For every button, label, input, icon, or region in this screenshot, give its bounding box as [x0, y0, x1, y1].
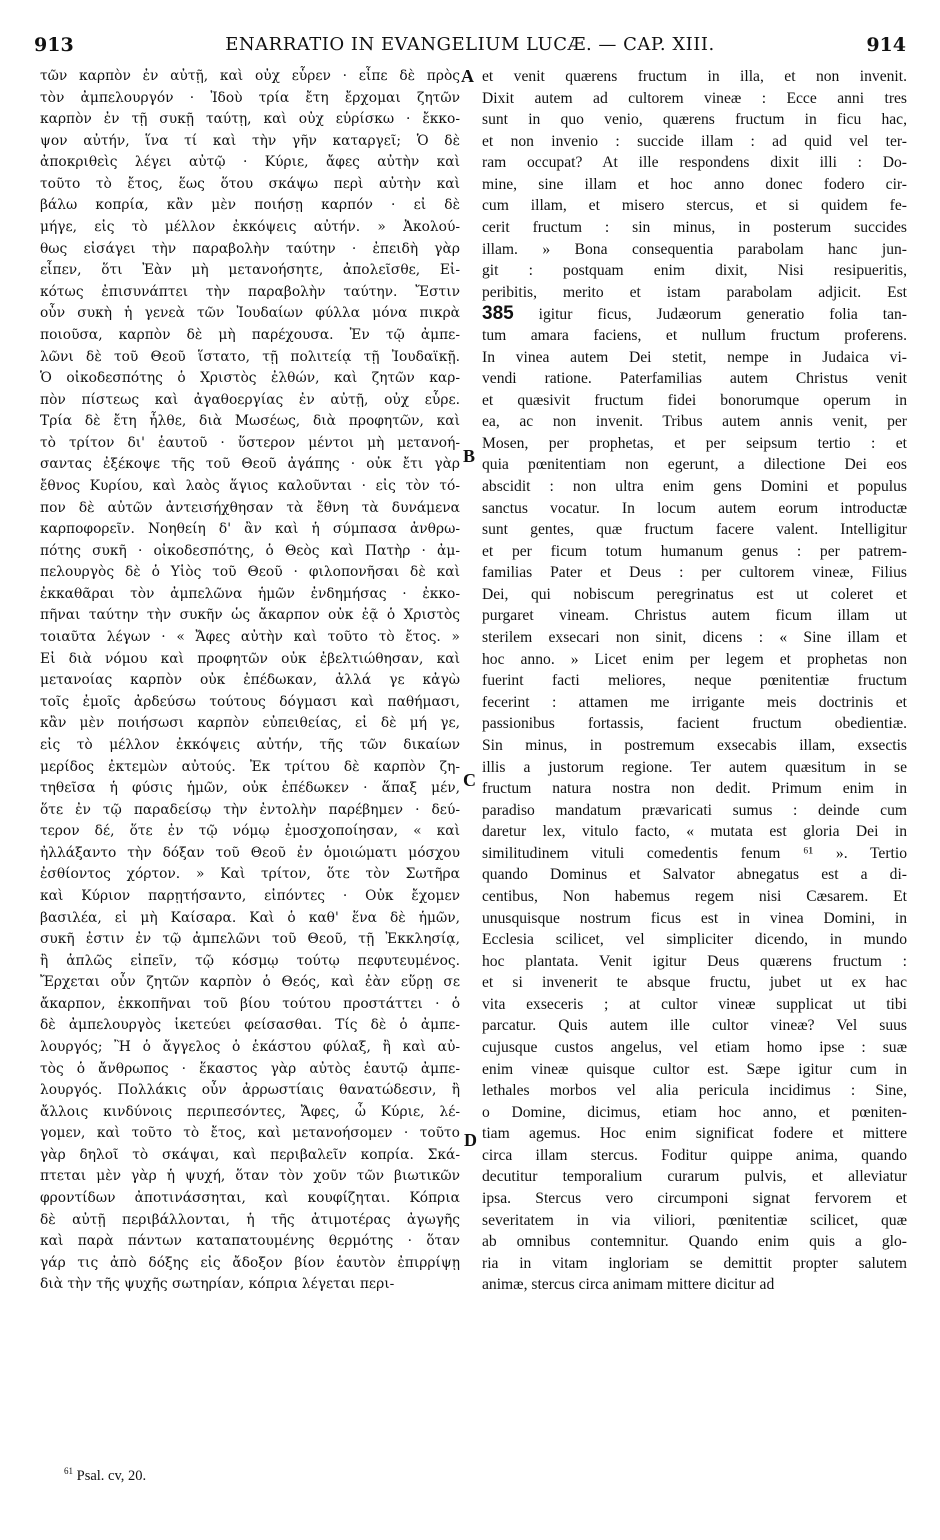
- greek-text-line: μετανοίας καρπὸν οὐκ ἐπέδωκαν, ἀλλά γε κἀγὼ: [40, 672, 460, 689]
- column-number: 385: [482, 303, 514, 325]
- latin-text-line: et non invenio : succide illam : ad quid vel ter-: [482, 132, 907, 150]
- greek-text-line: εἶπεν, ὅτι Ἐὰν μὴ μετανοήσητε, ἀπολεῖσθε, Εἰ-: [40, 262, 460, 279]
- latin-text-line: git : postquam enim dixit, Nisi resipueritis,: [482, 262, 907, 280]
- latin-text-line: peribitis, merito et istam parabolam adjicit. Est: [482, 283, 907, 301]
- latin-text-line: severitatem in via viliori, pœnitentiæ scilicet, quæ: [482, 1211, 907, 1229]
- latin-text-line: tum amara faciens, et nullum fructum proferens.: [482, 326, 907, 344]
- greek-text-line: Ἔρχεται οὖν ζητῶν καρπὸν ὁ Θεός, καὶ ἐὰν εὕρῃ σε: [40, 974, 460, 991]
- greek-text-line: ἄλλοις κινδύνοις περιπεσόντες, Ἄφες, ὦ Κύριε, λέ-: [40, 1103, 460, 1120]
- latin-text-line: illis a justorum regione. Ter autem quæsitum in se: [482, 758, 907, 776]
- latin-text-line: ab omnibus contemnitur. Quando enim quis a glo-: [482, 1233, 907, 1251]
- greek-text-line: πότης συκῆ · οἰκοδεσπότης, ὁ Θεὸς καὶ Πατὴρ · ἀμ-: [40, 542, 460, 559]
- latin-text-line: Mosen, per prophetas, et per seipsum tertio : et: [482, 434, 907, 452]
- latin-text-line: sunt in quo venio, quærens fructum in ficu hac,: [482, 111, 907, 129]
- greek-text-line: καὶ Κύριον παρῃτήσαντο, εἰπόντες · Οὐκ ἔχομεν: [40, 887, 460, 904]
- latin-text-line: vendi ratione. Paterfamilias autem Christus venit: [482, 370, 907, 388]
- latin-text-line: cujusque custos angelus, vel etiam homo ipse : suæ: [482, 1039, 907, 1057]
- greek-text-line: ποιοῦσα, καρπὸν δὲ μὴ παρέχουσα. Ἐν τῷ ἀμπε-: [40, 326, 460, 343]
- greek-text-line: πελουργὸς δὲ ὁ Υἱὸς τοῦ Θεοῦ · φιλοπονῆσαι δὲ καὶ: [40, 564, 460, 581]
- greek-text-line: τῶν καρπὸν ἐν αὐτῇ, καὶ οὐχ εὗρεν · εἶπε δὲ πρὸς: [40, 68, 460, 84]
- latin-text-line: sanctus vocatur. In locum autem eorum introductæ: [482, 499, 907, 517]
- page-number-left: 913: [34, 34, 74, 56]
- greek-text-line: καὶ παρὰ πάντων καταπατουμένης θερμότης · ὅταν: [40, 1233, 460, 1250]
- greek-text-line: πὸν πίστεως καὶ ἀγαθοεργίας ἐν αὐτῇ, οὐχ εὗρε.: [40, 391, 460, 408]
- latin-text-line: fuerint facti meliores, neque pœnitentiæ fructum: [482, 672, 907, 690]
- greek-text-line: καρποφορεῖν. Νοηθείη δ' ἂν καὶ ἡ σύμπασα ἀνθρω-: [40, 521, 460, 538]
- greek-text-line: γομεν, καὶ τοῦτο τὸ ἔτος, καὶ μετανοήσομεν · τοῦτο: [40, 1125, 460, 1142]
- latin-text-line: ea, ac non invenit. Tribus autem annis venit, per: [482, 413, 907, 431]
- greek-text-line: ἢ ἁπλῶς εἰπεῖν, τῷ κόσμῳ τούτῳ πεφυτευμένος.: [40, 952, 460, 969]
- greek-text-line: φροντίδων ἀποτινάσσηται, καὶ κουφίζηται. Κόπρια: [40, 1190, 460, 1207]
- greek-text-line: μερίδος ἐκτεμὼν αὐτούς. Ἐκ τρίτου δὲ καρπὸν ζη-: [40, 758, 460, 775]
- latin-text-line: fecerint : attamen me irrigante meis doctrinis et: [482, 693, 907, 711]
- running-title: ENARRATIO IN EVANGELIUM LUCÆ. — CAP. XIII.: [225, 34, 715, 55]
- greek-text-line: τὸς ὁ ἄνθρωπος · ἕκαστος γὰρ αὐτὸς ἑαυτῷ ἀμπε-: [40, 1060, 460, 1077]
- latin-text-line: paradiso mandatum prævaricati sumus : deinde cum: [482, 801, 907, 819]
- latin-text-line: sunt gentes, quæ fructum facere valent. Intelligitur: [482, 521, 907, 539]
- greek-text-line: ἄκαρπον, ἐκκοπῆναι τοῦ βίου τούτου προστάττει · ὁ: [40, 995, 460, 1012]
- greek-text-line: διὰ τὴν τῆς ψυχῆς σωτηρίαν, κόπρια λέγεται περι-: [40, 1276, 395, 1293]
- greek-text-line: πον δὲ αὐτῶν ἀντεισήχθησαν τὰ ἔθνη τὰ δυνάμενα: [40, 499, 460, 516]
- latin-text-line: Dixit autem ad cultorem vineæ : Ecce anni tres: [482, 89, 907, 107]
- latin-text-line: hoc plantata. Venit igitur Deus quærens fructum :: [482, 952, 907, 970]
- greek-text-line: δὲ ἀμπελουργὸς ἱκετεύει φείσασθαι. Τίς δὲ ὁ ἀμπε-: [40, 1017, 460, 1034]
- greek-text-line: γὰρ δηλοῖ τὸ σκάψαι, καὶ περιβαλεῖν κοπρία. Σκά-: [40, 1146, 460, 1163]
- latin-text-line: passionibus fortassis, facient fructum obedientiæ.: [482, 715, 907, 733]
- latin-text-line: o Domine, dicimus, etiam hoc anno, et pœniten-: [482, 1103, 907, 1121]
- latin-text-line: quia pœnitentiam non egerunt, a dilectione Dei eos: [482, 456, 907, 474]
- greek-text-line: πῆναι ταύτην τὴν συκῆν ὡς ἄκαρπον οὐκ ἐᾷ ὁ Χριστὸς: [40, 607, 460, 624]
- latin-text-line: fructum natura nostra non dedit. Primum enim in: [482, 780, 907, 798]
- latin-text-line: ram occupat? At ille respondens dixit illi : Do-: [482, 154, 907, 172]
- greek-text-line: ἐσθίοντος χόρτον. » Καὶ τρίτον, ὅτε τὸν Σωτῆρα: [40, 866, 460, 883]
- greek-text-line: σαντας ἐξέκοψε τῆς τοῦ Θεοῦ ἀγάπης · οὐκ ἔτι γὰρ: [40, 456, 460, 473]
- latin-text-line: In vinea autem Dei stetit, nempe in Judaica vi-: [482, 348, 907, 366]
- greek-text-line: καρπὸν ἐν τῇ συκῇ ταύτῃ, καὶ οὐχ εὑρίσκω · ἔκκο-: [40, 111, 460, 128]
- greek-text-line: γάρ τις ἀπὸ δόξης εἰς ἄδοξον βίον ἑαυτὸν ἐπιρρίψῃ: [40, 1254, 460, 1271]
- latin-text-line: parcatur. Quis autem ille cultor vineæ? Vel suus: [482, 1017, 907, 1035]
- section-marker-c: C: [463, 770, 476, 790]
- latin-text-line: enim vineæ quisque cultor est. Sæpe igitur cum in: [482, 1060, 907, 1078]
- footnote-text: Psal. cv, 20.: [76, 1467, 147, 1484]
- latin-text-line: sterilem exsecari non sinit, dicens : « Sine illam et: [482, 629, 907, 647]
- greek-text-line: μήγε, εἰς τὸ μέλλον ἐκκόψεις αὐτήν. » Ἀκολού-: [40, 219, 460, 236]
- greek-text-line: λουργός; Ἢ ὁ ἄγγελος ὁ ἑκάστου φύλαξ, ἢ καὶ αὐ-: [40, 1039, 460, 1056]
- greek-text-line: ἀποκριθεὶς λέγει αὐτῷ · Κύριε, ἄφες αὐτὴν καὶ: [40, 154, 460, 171]
- greek-text-line: ψον αὐτήν, ἵνα τί καὶ τὴν γῆν καταργεῖ; Ὁ δὲ: [40, 132, 460, 149]
- page-header: [34, 34, 906, 62]
- latin-text-line: ipsa. Stercus vero circumponi signat fervorem et: [482, 1190, 907, 1208]
- latin-text-line: ria in vitam ingloriam se demittit propter salutem: [482, 1254, 907, 1272]
- footnote-mark: 61: [64, 1466, 73, 1476]
- latin-text-line: circa illam stercus. Foditur quippe anima, quando: [482, 1146, 907, 1164]
- greek-text-line: τὸν ἀμπελουργόν · Ἰδοὺ τρία ἔτη ἔρχομαι ζητῶν: [40, 89, 460, 106]
- latin-text-column: [482, 66, 907, 1296]
- latin-text-line: Sin minus, in postremum exsecabis illam, exsectis: [482, 736, 907, 754]
- greek-text-line: τοῦτο τὸ ἔτος, ἕως ὅτου σκάψω περὶ αὐτὴν καὶ: [40, 175, 460, 192]
- greek-text-line: ἔθνος Κυρίου, καὶ λαὸς ἅγιος καλοῦνται · εἰς τὸν τό-: [40, 477, 460, 494]
- page-number-right: 914: [866, 34, 906, 56]
- latin-text-line: abscidit : non ultra enim gens Domini et populus: [482, 477, 907, 495]
- latin-text-line: decutitur temporalium curarum pulvis, et alleviatur: [482, 1168, 907, 1186]
- latin-text-line: Dei, qui nobiscum peregrinatus est ut coleret et: [482, 585, 907, 603]
- latin-text-line: centibus, Non habemus regem nisi Cæsarem. Et: [482, 887, 907, 905]
- greek-text-line: πτεται μὲν γὰρ ἡ ψυχή, ὅταν τὸν χοῦν τῶν βιωτικῶν: [40, 1168, 460, 1185]
- latin-text-line: et per ficum totum humanum genus : per patrem-: [482, 542, 907, 560]
- greek-text-line: Τρία δὲ ἔτη ἦλθε, διὰ Μωσέως, διὰ προφητῶν, καὶ: [40, 413, 460, 430]
- latin-text-line: et venit quærens fructum in illa, et non invenit.: [482, 68, 907, 85]
- latin-text-line: Ecclesia scilicet, vel simpliciter dicendo, in mundo: [482, 931, 907, 949]
- greek-text-line: συκῆ ἐστιν ἐν τῷ ἀμπελῶνι τοῦ Θεοῦ, τῇ Ἐκκλησίᾳ,: [40, 931, 460, 948]
- greek-text-line: θως εἰσάγει τὴν παραβολὴν ταύτην · ἐπειδὴ γὰρ: [40, 240, 460, 257]
- latin-text-line: et quæsivit fructum fidei bonorumque operum in: [482, 391, 907, 409]
- greek-text-line: ὅτε ἐν τῷ παραδείσῳ τὴν ἐντολὴν παρέβημεν · δεύ-: [40, 801, 460, 818]
- greek-text-line: δὲ αὐτῇ περιβάλλονται, ἡ τῆς ἀτιμοτέρας ἀγωγῆς: [40, 1211, 460, 1228]
- latin-text-line: familias Pater et Deus : per cultorem vineæ, Filius: [482, 564, 907, 582]
- greek-text-line: Ὁ οἰκοδεσπότης ὁ Χριστὸς ἐλθών, καὶ ζητῶν καρ-: [40, 370, 460, 387]
- latin-text-line: purgaret vineam. Christus autem ficum illam ut: [482, 607, 907, 625]
- latin-text-line: vita exseceris ; at cultor vineæ supplicat ut tibi: [482, 995, 907, 1013]
- latin-text-line: animæ, stercus circa animam mittere dicitur ad: [482, 1276, 775, 1294]
- greek-text-line: ἐκκαθᾶραι τὸν ἀμπελῶνα ἡμῶν ἐνδημήσας · ἐκκο-: [40, 585, 460, 602]
- greek-text-line: βάλω κοπρία, κἂν μὲν ποιήσῃ καρπόν · εἰ δὲ: [40, 197, 460, 214]
- section-marker-d: D: [464, 1130, 477, 1150]
- latin-text-line: cerit fructum : sin minus, in posterum succides: [482, 219, 907, 237]
- greek-text-line: εἰς τὸ μέλλον ἐκκόψεις αὐτήν, τῆς τῶν δικαίων: [40, 736, 460, 753]
- latin-text-line: cum illam, et misero stercus, et si quidem fe-: [482, 197, 907, 215]
- latin-text-line: mine, sine illam et hoc anno donec fodero cir-: [482, 175, 907, 193]
- greek-text-line: οὖν συκὴ ἡ γενεὰ τῶν Ἰουδαίων φύλλα μόνα πικρὰ: [40, 305, 460, 322]
- latin-text-line: tiam agemus. Hoc enim significat fodere et mittere: [482, 1125, 907, 1143]
- greek-text-line: βασιλέα, εἰ μὴ Καίσαρα. Καὶ ὁ καθ' ἕνα δὲ ἡμῶν,: [40, 909, 460, 926]
- greek-text-line: τερον δέ, ὅτε ἐν τῷ νόμῳ ἐμοσχοποίησαν, « καὶ: [40, 823, 460, 840]
- greek-text-line: Εἰ διὰ νόμου καὶ προφητῶν οὐκ ἐβελτιώθησαν, καὶ: [40, 650, 460, 667]
- greek-text-line: τοῖς ἐμοῖς ἀρδεύσω τούτους δόγμασι καὶ παθήμασι,: [40, 693, 460, 710]
- greek-text-column: [40, 66, 460, 1296]
- latin-text-line: et si invenerit te absque fructu, jubet ut ex hac: [482, 974, 907, 992]
- latin-text-line: illam. » Bona consequentia parabolam hanc jun-: [482, 240, 907, 258]
- latin-text-line: quando Dominus et Salvator abnegatus est a di-: [482, 866, 907, 884]
- greek-text-line: κότως ἐπισυνάπτει τὴν παραβολὴν ταύτην. Ἔστιν: [40, 283, 460, 300]
- latin-text-line: lethales morbos vel alia pericula incidimus : Sine,: [482, 1082, 907, 1100]
- greek-text-line: λῶνι δὲ τοῦ Θεοῦ ἵστατο, τῇ πολιτείᾳ τῇ Ἰουδαϊκῇ.: [40, 348, 460, 365]
- section-marker-a: A: [461, 66, 474, 86]
- latin-text-line: hoc anno. » Licet enim per legem et prophetas non: [482, 650, 907, 668]
- latin-text-line: daretur lex, vitulo facto, « mutata est gloria Dei in: [482, 823, 907, 841]
- greek-text-line: τὸ τρίτον δι' ἑαυτοῦ · ὕστερον μέντοι μὴ μετανοή-: [40, 434, 460, 451]
- greek-text-line: λουργός. Πολλάκις οὖν ἀρρωστίαις θανατώδεσιν, ἢ: [40, 1082, 460, 1099]
- greek-text-line: κἂν μὲν ποιήσωσι καρπὸν εὐπειθείας, εἰ δὲ μή γε,: [40, 715, 460, 732]
- greek-text-line: τοιαῦτα λέγων · « Ἄφες αὐτὴν καὶ τοῦτο τὸ ἔτος. »: [40, 629, 460, 646]
- greek-text-line: ἠλλάξαντο τὴν δόξαν τοῦ Θεοῦ ἐν ὁμοιώματι μόσχου: [40, 844, 460, 861]
- latin-text-line: similitudinem vituli comedentis fenum ⁶¹ ». Tertio: [482, 844, 907, 862]
- greek-text-line: τηθεῖσα ἡ φύσις ἡμῶν, οὐκ ἐπέδωκεν · ἅπαξ μέν,: [40, 780, 460, 797]
- footnote: [64, 1466, 146, 1485]
- section-marker-b: B: [463, 446, 476, 466]
- latin-text-line: unusquisque nostrum ficus est in vinea Domini, in: [482, 909, 907, 927]
- latin-text-line: 385 igitur ficus, Judæorum generatio folia tan-: [482, 303, 907, 325]
